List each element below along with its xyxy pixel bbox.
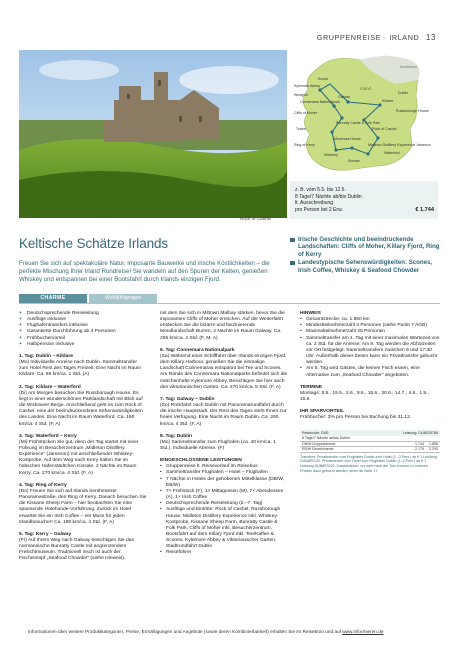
map-label-kylemore: Kylemore Abbey [294, 84, 321, 88]
day-entry [160, 348, 288, 391]
price-row-label: DB/W Doppelzimmer [302, 441, 336, 446]
savings-text: Frühbucher: 3% pro Person bei Buchung bis 31.12. [300, 415, 412, 421]
section-label: GRUPPENREISE · IRLAND [316, 33, 420, 42]
included-item: • Ausflüge und Eintritte: Rock of Cashel, Russborough House, Midleton Distillery Experience inkl. Whiskey-Kostprobe, Kissane Sheep Farm, Bunratty Castle & Folk Park, Cliffs of Moher inkl. Besucherzentrum, Bootsfahrt auf dem Killary Fjord inkl. Tee/Kaffee & Scones, Kylemore Abbey & Viktorianischer Garten, Stadtrundfahrt Dublin [160, 507, 288, 550]
day-title: 3. Tag: Waterford – Kerry [19, 433, 77, 439]
note-item: • Gesamtstrecke: ca. 1.550 km [300, 317, 440, 323]
day-text: (Mi) Frühstücken Sie gut, denn der Tag startet mit einer Führung im Besucherzentrum „Midleton Distillery Experience“ (Jameson) mit anschließender Whiskey-Kostprobe. Auf dem Weg nach Kerry halten Sie im hübschen Hafenstädtchen Kinsale. 2 Nächte im Raum Kerry. Ca. 270 km/ca. 4 Std. (F, A) [19, 439, 139, 476]
notes-title: HINWEIS [300, 311, 321, 316]
feature-item: + Ausflüge inklusive [19, 317, 147, 323]
divider [19, 303, 440, 304]
savings-section [300, 409, 440, 421]
price-table-row [300, 447, 440, 453]
feature-item: + Frühbuchervorteil [19, 336, 147, 342]
price-row-value: 1.858 [429, 441, 438, 446]
map-label-irland: Irland [360, 86, 371, 91]
page-title: Keltische Schätze Irlands [19, 236, 169, 251]
map-label-kinsale: Kinsale [348, 159, 360, 163]
included-title: EINGESCHLOSSENE LEISTUNGEN [160, 458, 242, 464]
column-3 [300, 311, 440, 473]
note-item: • Sammeltransfer am 1. Tag mit einer maximalen Wartezeit von ca. 2 Std. für die Anreise; Am 8. Tag werden die Abholzeiten vor Ort festgelegt. Sammeltransfers zwischen 9 und 17:30 Uhr. Außerhalb dieser Zeiten kann ein Privattransfer gebucht werden. [300, 336, 440, 367]
day-entry [19, 354, 147, 379]
price-row-value: 1.744 [415, 441, 424, 446]
day-title: 2. Tag: Kildare – Waterford [19, 384, 81, 390]
map-label-midleton: Midleton Distillery Experience Jameson [368, 143, 431, 147]
map-label-galway: Galway [338, 95, 350, 99]
map-label-cashel: Rock of Cashel [372, 127, 397, 131]
day-entry [160, 434, 288, 452]
note-item: • Maximalteilnehmerzahl 25 Personen [300, 329, 440, 335]
day-text: (Mo) Sammeltransfer zum Flughafen (ca. 40 km/ca. 1 Std.). Individuelle Abreise. (F) [160, 439, 276, 451]
day-entry [19, 434, 147, 477]
dates-text: Montags: 5.5., 19.5., 2.6., 9.6., 16.6., 30.6., 14.7., 4.8., 1.9., 15.9. [300, 390, 429, 403]
included-item: • Sammeltransfer Flughafen – Hotel – Flughafen [160, 470, 288, 476]
price-value: € 1.744 [415, 207, 434, 214]
included-item: • 7× Frühstück (F), 1× Mittagessen (M), 7× Abendessen (A), 1× Irish Coffee [160, 489, 288, 501]
price-row-value: 2.293 [429, 447, 438, 452]
map-label-waterford: Waterford [384, 151, 400, 155]
route-map [290, 50, 438, 176]
day-title: 1. Tag: Dublin – Kildare [19, 353, 73, 359]
day-text: (Do) Freuen Sie sich auf Irlands berühmteste Panoramastraße, den Ring of Kerry. Danach besuchen Sie die Kissane Sheep Farm – hier beobachten Sie eine spannende Hütehunde-Vorführung. Zurück im Hotel erwartet Sie ein Irish Coffee – ein Muss für jeden Irlandbesucher! Ca. 190 km/ca. 4 Std. (F, A) [19, 488, 147, 525]
highlight-item: Irische Geschichte und beeindruckende Landschaften: Cliffs of Moher, Killary Fjord, Ring of Kerry [290, 236, 440, 258]
included-item: • Deutschsprechende Reiseleitung (2.–7. Tag) [160, 501, 288, 507]
map-label-cliffs: Cliffs of Moher [294, 111, 318, 115]
column-2 [160, 311, 288, 563]
map-label-westport: Westport [294, 93, 309, 97]
photo-caption: Rock of Cashel [240, 216, 272, 221]
map-label-tralee: Tralee [296, 127, 307, 131]
day-title: 7. Tag: Galway – Dublin [160, 396, 215, 402]
tab-wohlfuehlgruppe[interactable]: Wohlfühlgruppe [89, 294, 157, 303]
price-table-header [300, 430, 440, 437]
column-1 [19, 311, 147, 569]
castle-photo [19, 50, 287, 218]
day-entry [19, 385, 147, 428]
dates-section [300, 385, 440, 403]
category-tabs [19, 294, 157, 303]
price-table-service: Leistung: DUB035788 [402, 430, 438, 435]
map-label-killarney: Killarney [324, 153, 338, 157]
day-title: 8. Tag: Dublin [160, 433, 192, 439]
price-table-note: Transfers: Privattransfer vom Flughafen Dublin zum Hotel (1.–3 Pers.) ab € 1 Leistung DUB8P0120. Privattransfer vom Hotel zum Flughafen Dublin (1–3 Pers.) ab € 1 Leistung DUB8P0220. Zusatznächte: vor oder nach der Tour können zu unseren Preisen dazu gebucht werden, siehe ab Seite 17. [300, 454, 437, 473]
map-label-knock: Knock [318, 77, 328, 81]
day-text: (Di) Am Morgen besuchen Sie Russborough House. Es liegt in einer wunderschönen Parklandschaft mit Blick auf die Wicklower Berge. Anschließend geht es zum Rock of Cashel, eine der beeindruckendsten Sehenswürdigkeiten des Landes. Eine Nacht im Raum Waterford. Ca. 190 km/ca. 4 Std. (F, A) [19, 390, 143, 427]
map-label-nordirland: Nordirland [400, 65, 417, 69]
map-label-connemara: Connemara Nationalpark [300, 100, 340, 104]
price-row-value: 2.179 [415, 447, 424, 452]
footer-link[interactable]: www.informieren.de [342, 629, 384, 634]
day-text: (Fr) Auf Ihrem Weg nach Galway besichtigen Sie das normannische Bunratty Castle mit angrenzendem Freilichtmuseum. Traditionell irisch ist auch der Fischeintopf „Seafood Chowder“ (siehe Hinweis). [19, 538, 134, 562]
day-text: (So) Rückfahrt nach Dublin mit Panoramarundfahrt durch die irische Hauptstadt. Der Rest des Tages steht Ihnen zur freien Verfügung. Eine Nacht im Raum Dublin. Ca. 260 km/ca. 4 Std. (F, A) [160, 403, 287, 427]
day-title: 4. Tag: Ring of Kerry [19, 482, 67, 488]
dates-title: TERMINE [300, 384, 323, 390]
map-label-bunratty: Bunratty Castle & Folk Park [336, 121, 381, 125]
savings-title: IHR SPARVORTEIL [300, 409, 345, 415]
footer [28, 629, 438, 634]
price-table [300, 430, 440, 474]
highlight-item: Landestypische Sehenswürdigkeiten: Scones, Irish Coffee, Whiskey & Seafood Chowder [290, 259, 440, 274]
day-text: (Mo) Individuelle Anreise nach Dublin. Sammeltransfer zum Hotel Rest des Tages Freizeit. Eine Nacht im Raum Kildare. Ca. 65 km/ca. 1 Std. (A) [19, 360, 141, 378]
page-number: 13 [425, 33, 436, 42]
included-item: • Reiseführer [160, 550, 288, 556]
day-title: 5. Tag: Kerry – Galway [19, 531, 72, 537]
day-text: (Sa) Während einer Schifffahrt über Irlands einzigen Fjord, dem Killary Harbour, genießen Sie die einmalige Landschaft Connemaras entspannt bei Tee und Scones. Am Rande des Connemara Nationalparks befindet sich die märchenhafte Kylemore Abbey. Besichtigen Sie hier auch den viktorianischen Garten. Ca. 270 km/ca. 5 Std. (F, A) [160, 353, 288, 390]
feature-item: + Garantierte Durchführung ab 4 Personen [19, 329, 147, 335]
feature-item: + Flughafentransfers inklusive [19, 323, 147, 329]
price-row-label: EB/W Einzelzimmer [302, 447, 334, 452]
map-label-muckross: Muckross House [334, 137, 361, 141]
footer-text: Informationen über weitere Produktkategorien, Preise, Ermäßigungen und Angebote (sowie deren Kombinierbarkeit) erhalten Sie im Reisebüro und auf [28, 629, 341, 634]
day-entry [19, 532, 147, 563]
included-item: • 7 Nächte in Hotels der gehobenen Mittelklasse (DB/W, EB/W) [160, 477, 288, 489]
day-entry [19, 483, 147, 526]
price-table-sub-text: 8 Tage/7 Nächte ab/bis Dublin [302, 436, 350, 441]
price-duration: 8 Tage/7 Nächte ab/bis Dublin [295, 193, 362, 200]
highlights-list [290, 236, 440, 275]
day-entry [160, 397, 288, 428]
map-label-ring-of-kerry: Ring of Kerry [294, 143, 315, 147]
map-label-russborough: Russborough House [396, 109, 429, 113]
note-item: • Am 5. Tag wird Gästen, die keinen Fisch essen, eine Alternative zum „Seafood Chowder“ angeboten. [300, 366, 440, 378]
page-header [317, 33, 436, 42]
day-continuation: mit dem Sie sich in Miltown Malbay stärken, bevor Sie die imposanten Cliffs of Moher erreichen. Auf der Weiterfahrt entdecken Sie die bizarre und faszinierende Mondlandschaft Burren. 2 Nächte im Raum Galway. Ca. 265 km/ca. 4 Std. (F, M, A) [160, 311, 285, 341]
price-basis: pro Person bei 2 Erw. [295, 206, 343, 213]
lead-paragraph: Freuen Sie sich auf spektakuläre Natur, imposante Bauwerke und irische Köstlichkeiten – die perfekte Mischung Ihrer Irland Rundreise! Sie wandeln auf den Spuren der Kelten, genießen Whiskey und entspannen bei einer Bootsfahrt durch Irlands einzigen Fjord. [19, 260, 270, 284]
map-label-kildare: Kildare [382, 99, 394, 103]
feature-list [19, 311, 147, 348]
notes-section [300, 311, 440, 379]
day-title: 6. Tag: Connemara Nationalpark [160, 347, 235, 353]
price-table-code: Reisecode: DUB [302, 430, 329, 435]
tab-charme[interactable]: CHARME [19, 294, 87, 303]
price-condition: lt. Ausschreibung [295, 200, 334, 207]
price-box [290, 181, 438, 219]
price-date: z. B. vom 5.5. bis 12.5. [295, 187, 346, 193]
feature-item: + Deutschsprechende Reiseleitung [19, 311, 147, 317]
map-label-dublin: Dublin [398, 91, 409, 95]
feature-item: + Halbpension inklusive [19, 342, 147, 348]
included-item: • Gruppenreise lt. Reiseverlauf im Reisebus [160, 464, 288, 470]
included-services [160, 458, 288, 557]
note-item: • Mindestteilnehmerzahl 4 Personen (siehe Punkt 7 AGB) [300, 323, 440, 329]
